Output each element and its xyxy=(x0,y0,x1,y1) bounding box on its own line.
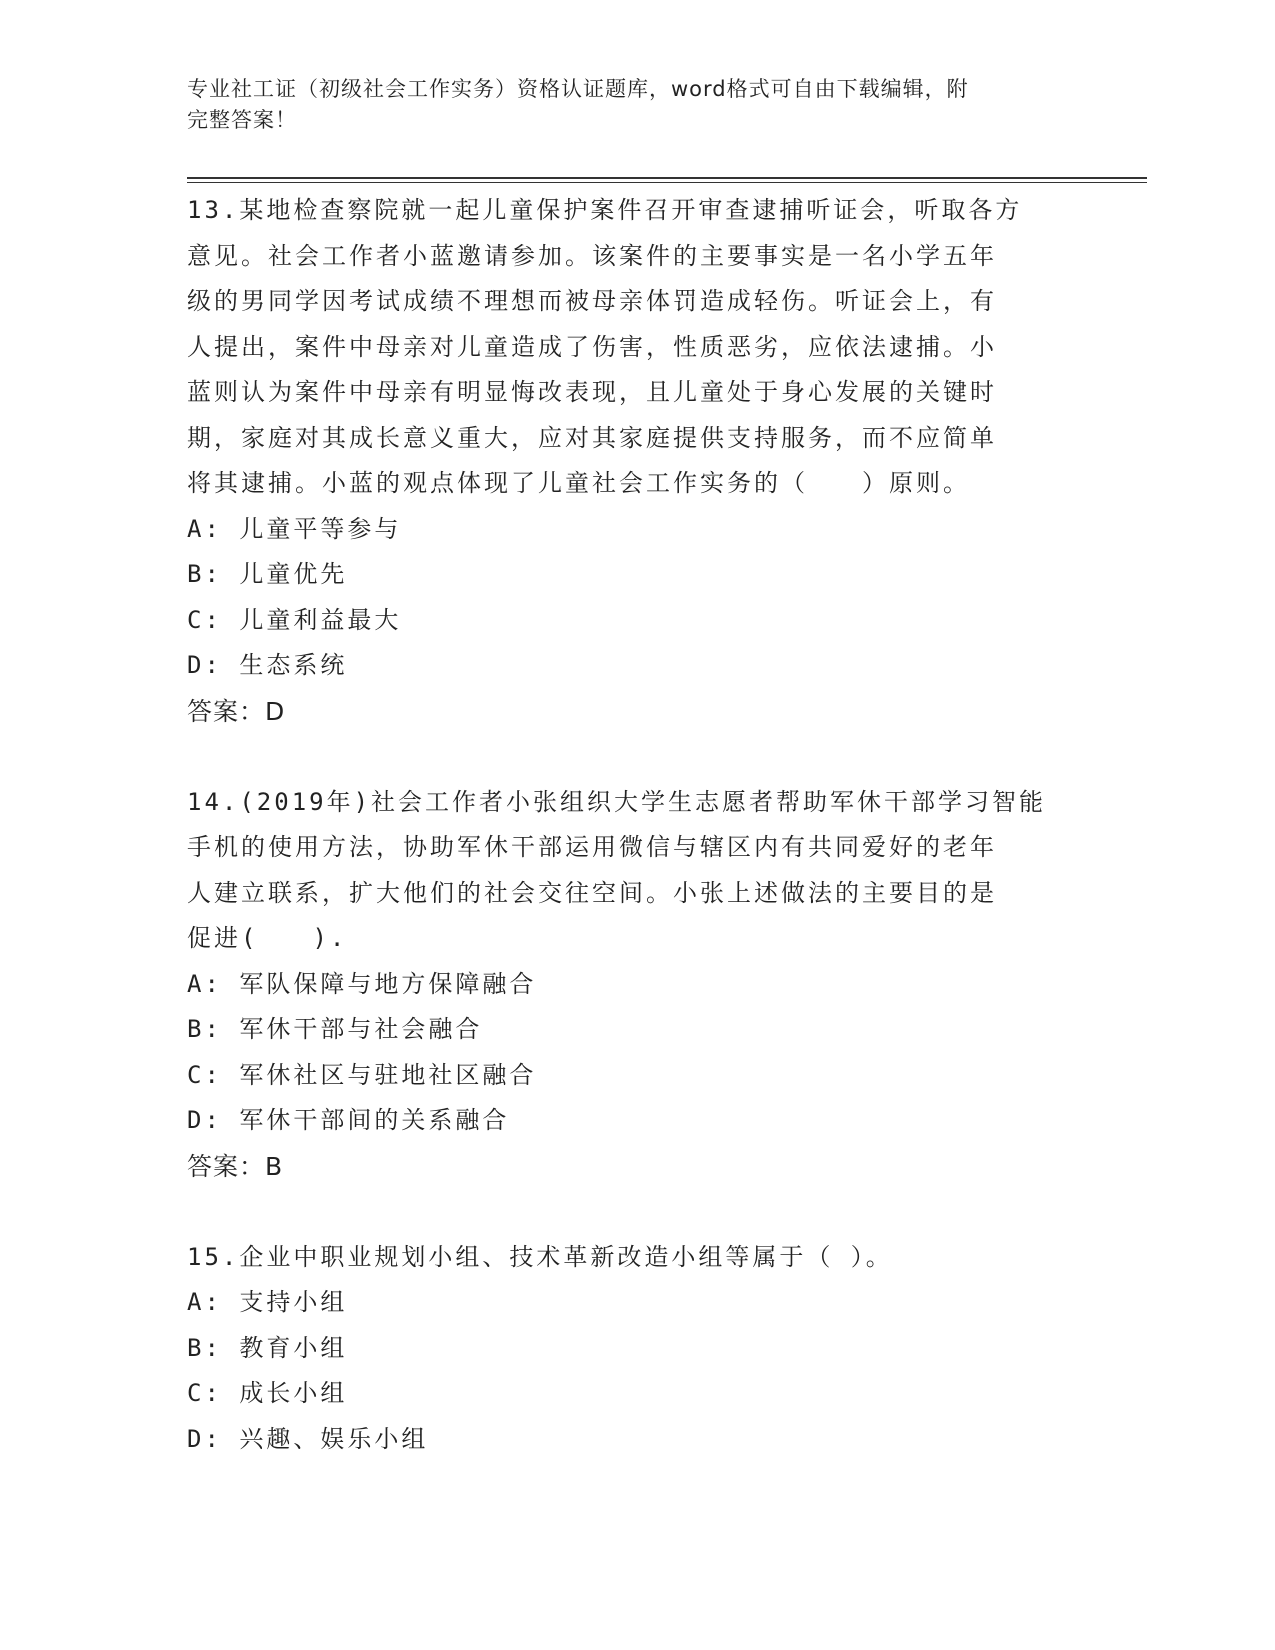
question-stem-line: 人提出，案件中母亲对儿童造成了伤害，性质恶劣，应依法逮捕。小 xyxy=(187,332,997,361)
page-header xyxy=(187,74,1067,136)
question-stem-line: 人建立联系，扩大他们的社会交往空间。小张上述做法的主要目的是 xyxy=(187,878,997,907)
question-stem-line: 15.企业中职业规划小组、技术革新改造小组等属于（ ）。 xyxy=(187,1242,893,1271)
question-stem-line: 促进( ). xyxy=(187,924,348,952)
question-stem-line: 级的男同学因考试成绩不理想而被母亲体罚造成轻伤。听证会上，有 xyxy=(187,287,997,315)
option-c: C: 儿童利益最大 xyxy=(187,605,402,634)
option-c: C: 军休社区与驻地社区融合 xyxy=(187,1060,537,1089)
question-stem-line: 手机的使用方法，协助军休干部运用微信与辖区内有共同爱好的老年 xyxy=(187,833,997,861)
option-a: A: 儿童平等参与 xyxy=(187,514,402,543)
option-d: D: 生态系统 xyxy=(187,651,348,679)
option-b: B: 儿童优先 xyxy=(187,560,348,588)
option-d: D: 军休干部间的关系融合 xyxy=(187,1106,510,1134)
header-rule-thick xyxy=(187,177,1147,179)
question-14 xyxy=(187,780,1077,1190)
question-stem-line: 意见。社会工作者小蓝邀请参加。该案件的主要事实是一名小学五年 xyxy=(187,241,997,270)
spacer xyxy=(187,734,1077,780)
question-stem-line: 期，家庭对其成长意义重大，应对其家庭提供支持服务，而不应简单 xyxy=(187,423,997,452)
header-line-2: 完整答案！ xyxy=(187,108,297,132)
question-stem-line: 14.(2019年)社会工作者小张组织大学生志愿者帮助军休干部学习智能 xyxy=(187,787,1047,816)
answer: 答案：D xyxy=(187,696,286,726)
spacer xyxy=(187,1189,1077,1235)
answer: 答案：B xyxy=(187,1151,284,1181)
header-rule-thin xyxy=(187,182,1147,183)
option-c: C: 成长小组 xyxy=(187,1379,348,1407)
header-line-1: 专业社工证（初级社会工作实务）资格认证题库，word格式可自由下载编辑，附 xyxy=(187,77,969,101)
question-15 xyxy=(187,1235,1077,1463)
question-stem-line: 13.某地检查察院就一起儿童保护案件召开审查逮捕听证会，听取各方 xyxy=(187,196,1023,224)
option-b: B: 教育小组 xyxy=(187,1333,348,1362)
option-b: B: 军休干部与社会融合 xyxy=(187,1015,483,1043)
question-13 xyxy=(187,188,1077,734)
option-a: A: 支持小组 xyxy=(187,1288,348,1316)
question-stem-line: 蓝则认为案件中母亲有明显悔改表现，且儿童处于身心发展的关键时 xyxy=(187,378,997,406)
option-d: D: 兴趣、娱乐小组 xyxy=(187,1424,429,1453)
option-a: A: 军队保障与地方保障融合 xyxy=(187,969,537,998)
question-stem-line: 将其逮捕。小蓝的观点体现了儿童社会工作实务的（ ）原则。 xyxy=(187,469,970,497)
question-list xyxy=(187,188,1077,1462)
